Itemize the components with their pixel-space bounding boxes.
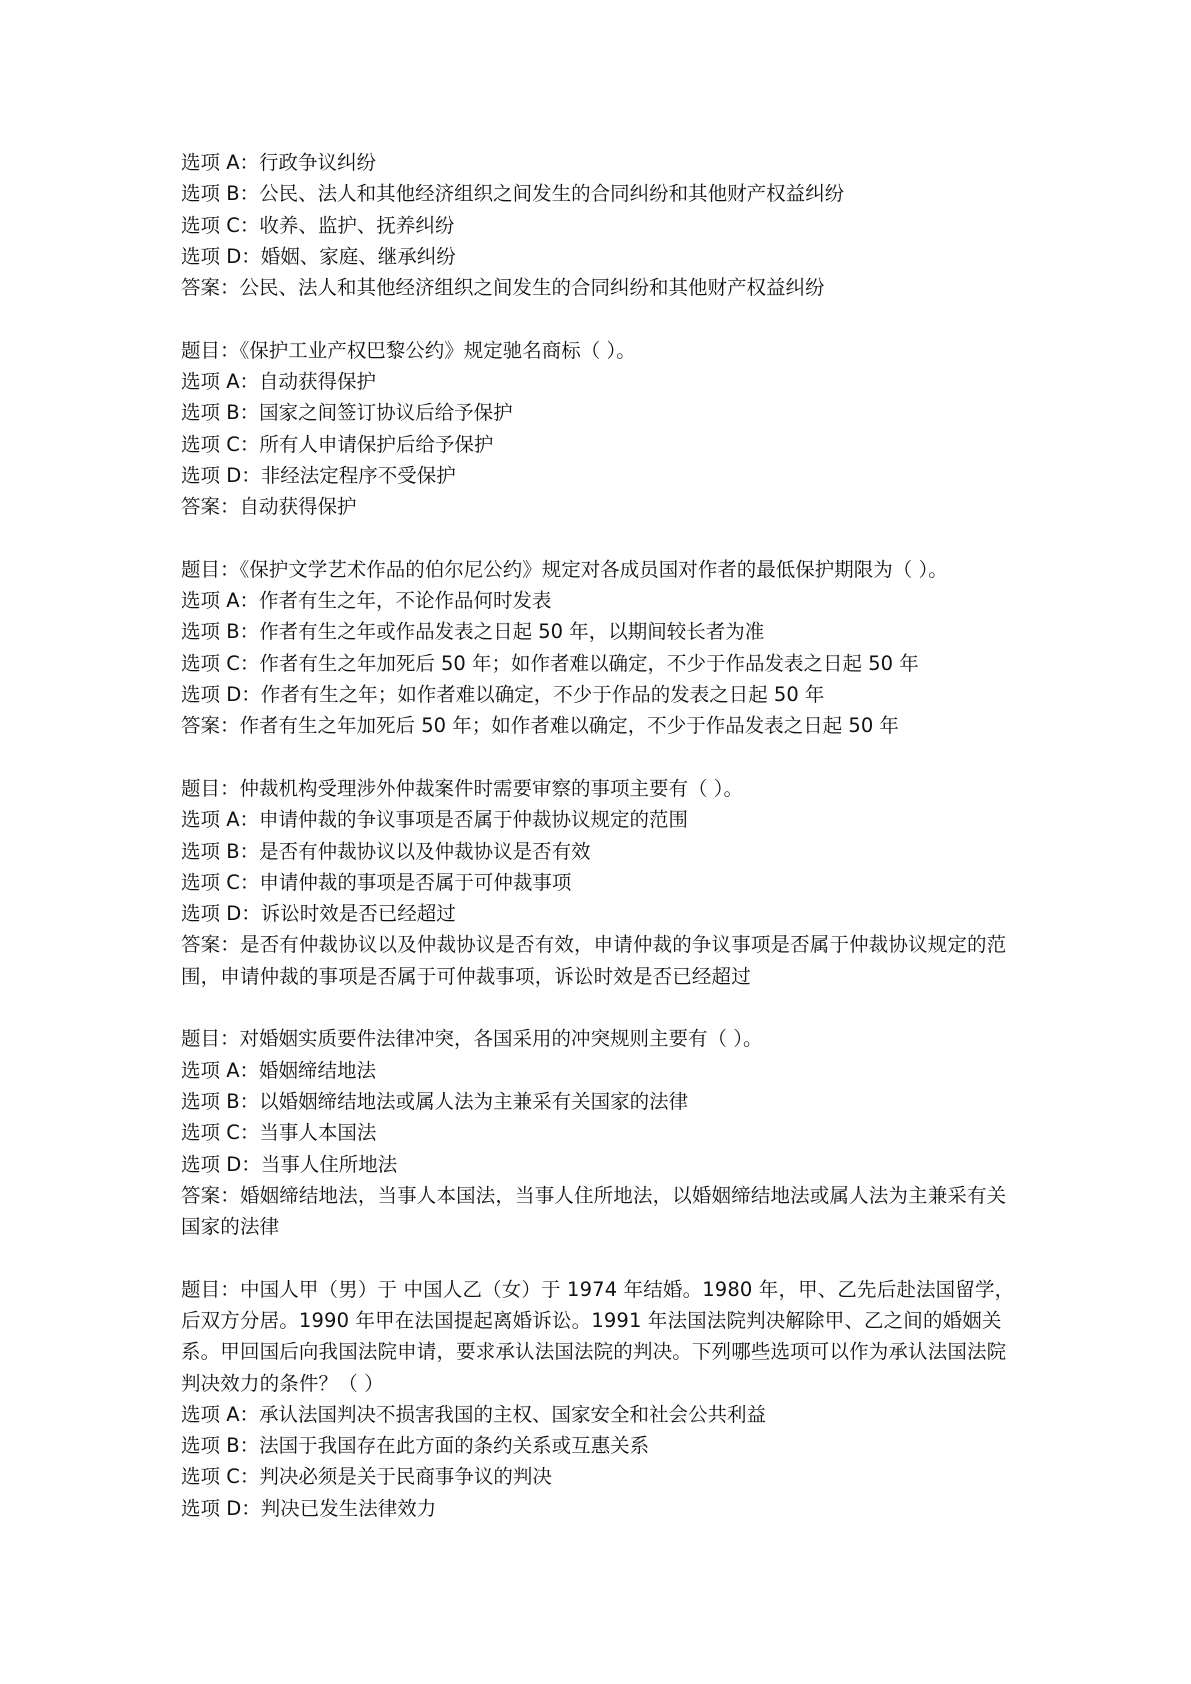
question-block-0: [181, 147, 1021, 303]
option-d: 选项 D：判决已发生法律效力: [181, 1496, 437, 1520]
option-c: 选项 C：收养、监护、抚养纠纷: [181, 213, 455, 237]
option-b: 选项 B：法国于我国存在此方面的条约关系或互惠关系: [181, 1434, 650, 1458]
spacer: [181, 303, 1021, 334]
option-b: 选项 B：国家之间签订协议后给予保护: [181, 401, 513, 425]
answer: 答案：婚姻缔结地法，当事人本国法，当事人住所地法，以婚姻缔结地法或属人法为主兼采有关国家的法律: [181, 1183, 1007, 1239]
option-b: 选项 B：作者有生之年或作品发表之日起 50 年，以期间较长者为准: [181, 620, 765, 644]
option-a: 选项 A：婚姻缔结地法: [181, 1058, 377, 1082]
option-d: 选项 D：诉讼时效是否已经超过: [181, 902, 456, 926]
option-b: 选项 B：公民、法人和其他经济组织之间发生的合同纠纷和其他财产权益纠纷: [181, 182, 845, 206]
spacer: [181, 1242, 1021, 1273]
option-c: 选项 C：作者有生之年加死后 50 年；如作者难以确定，不少于作品发表之日起 50 年: [181, 651, 919, 675]
spacer: [181, 523, 1021, 554]
option-a: 选项 A：承认法国判决不损害我国的主权、国家安全和社会公共利益: [181, 1402, 767, 1426]
spacer: [181, 742, 1021, 773]
option-c: 选项 C：判决必须是关于民商事争议的判决: [181, 1465, 552, 1489]
option-c: 选项 C：所有人申请保护后给予保护: [181, 432, 494, 456]
question-title: 题目：《保护文学艺术作品的伯尔尼公约》规定对各成员国对作者的最低保护期限为（ ）。: [181, 557, 948, 581]
option-a: 选项 A：自动获得保护: [181, 370, 377, 394]
answer: 答案：自动获得保护: [181, 495, 357, 519]
option-b: 选项 B：是否有仲裁协议以及仲裁协议是否有效: [181, 839, 591, 863]
question-block-5: [181, 1274, 1021, 1524]
question-title: 题目：中国人甲（男）于 中国人乙（女）于 1974 年结婚。1980 年，甲、乙先后赴法国留学，后双方分居。1990 年甲在法国提起离婚诉讼。1991 年法国法院判决解除甲、乙之间的婚姻关系。甲回国后向我国法院申请，要求承认法国法院的判决。下列哪些选项可以作为承认法国法院判决效力的条件？（ ）: [181, 1277, 1015, 1395]
question-block-4: [181, 1023, 1021, 1242]
spacer: [181, 992, 1021, 1023]
option-d: 选项 D：作者有生之年；如作者难以确定，不少于作品的发表之日起 50 年: [181, 683, 825, 707]
question-block-1: [181, 335, 1021, 523]
question-title: 题目：对婚姻实质要件法律冲突，各国采用的冲突规则主要有（ ）。: [181, 1027, 763, 1051]
answer: 答案：公民、法人和其他经济组织之间发生的合同纠纷和其他财产权益纠纷: [181, 276, 825, 300]
option-c: 选项 C：当事人本国法: [181, 1121, 377, 1145]
option-a: 选项 A：作者有生之年，不论作品何时发表: [181, 589, 552, 613]
option-a: 选项 A：行政争议纠纷: [181, 151, 377, 174]
option-c: 选项 C：申请仲裁的事项是否属于可仲裁事项: [181, 870, 572, 894]
question-title: 题目：仲裁机构受理涉外仲裁案件时需要审察的事项主要有（ ）。: [181, 776, 743, 800]
option-d: 选项 D：非经法定程序不受保护: [181, 463, 456, 487]
option-b: 选项 B：以婚姻缔结地法或属人法为主兼采有关国家的法律: [181, 1089, 689, 1113]
question-title: 题目：《保护工业产权巴黎公约》规定驰名商标（ ）。: [181, 338, 636, 362]
option-d: 选项 D：当事人住所地法: [181, 1152, 398, 1176]
answer: 答案：是否有仲裁协议以及仲裁协议是否有效，申请仲裁的争议事项是否属于仲裁协议规定的范围，申请仲裁的事项是否属于可仲裁事项，诉讼时效是否已经超过: [181, 933, 1007, 988]
answer: 答案：作者有生之年加死后 50 年；如作者难以确定，不少于作品发表之日起 50 年: [181, 714, 899, 738]
option-d: 选项 D：婚姻、家庭、继承纠纷: [181, 244, 456, 268]
question-block-2: [181, 554, 1021, 742]
question-block-3: [181, 773, 1021, 992]
option-a: 选项 A：申请仲裁的争议事项是否属于仲裁协议规定的范围: [181, 808, 689, 832]
